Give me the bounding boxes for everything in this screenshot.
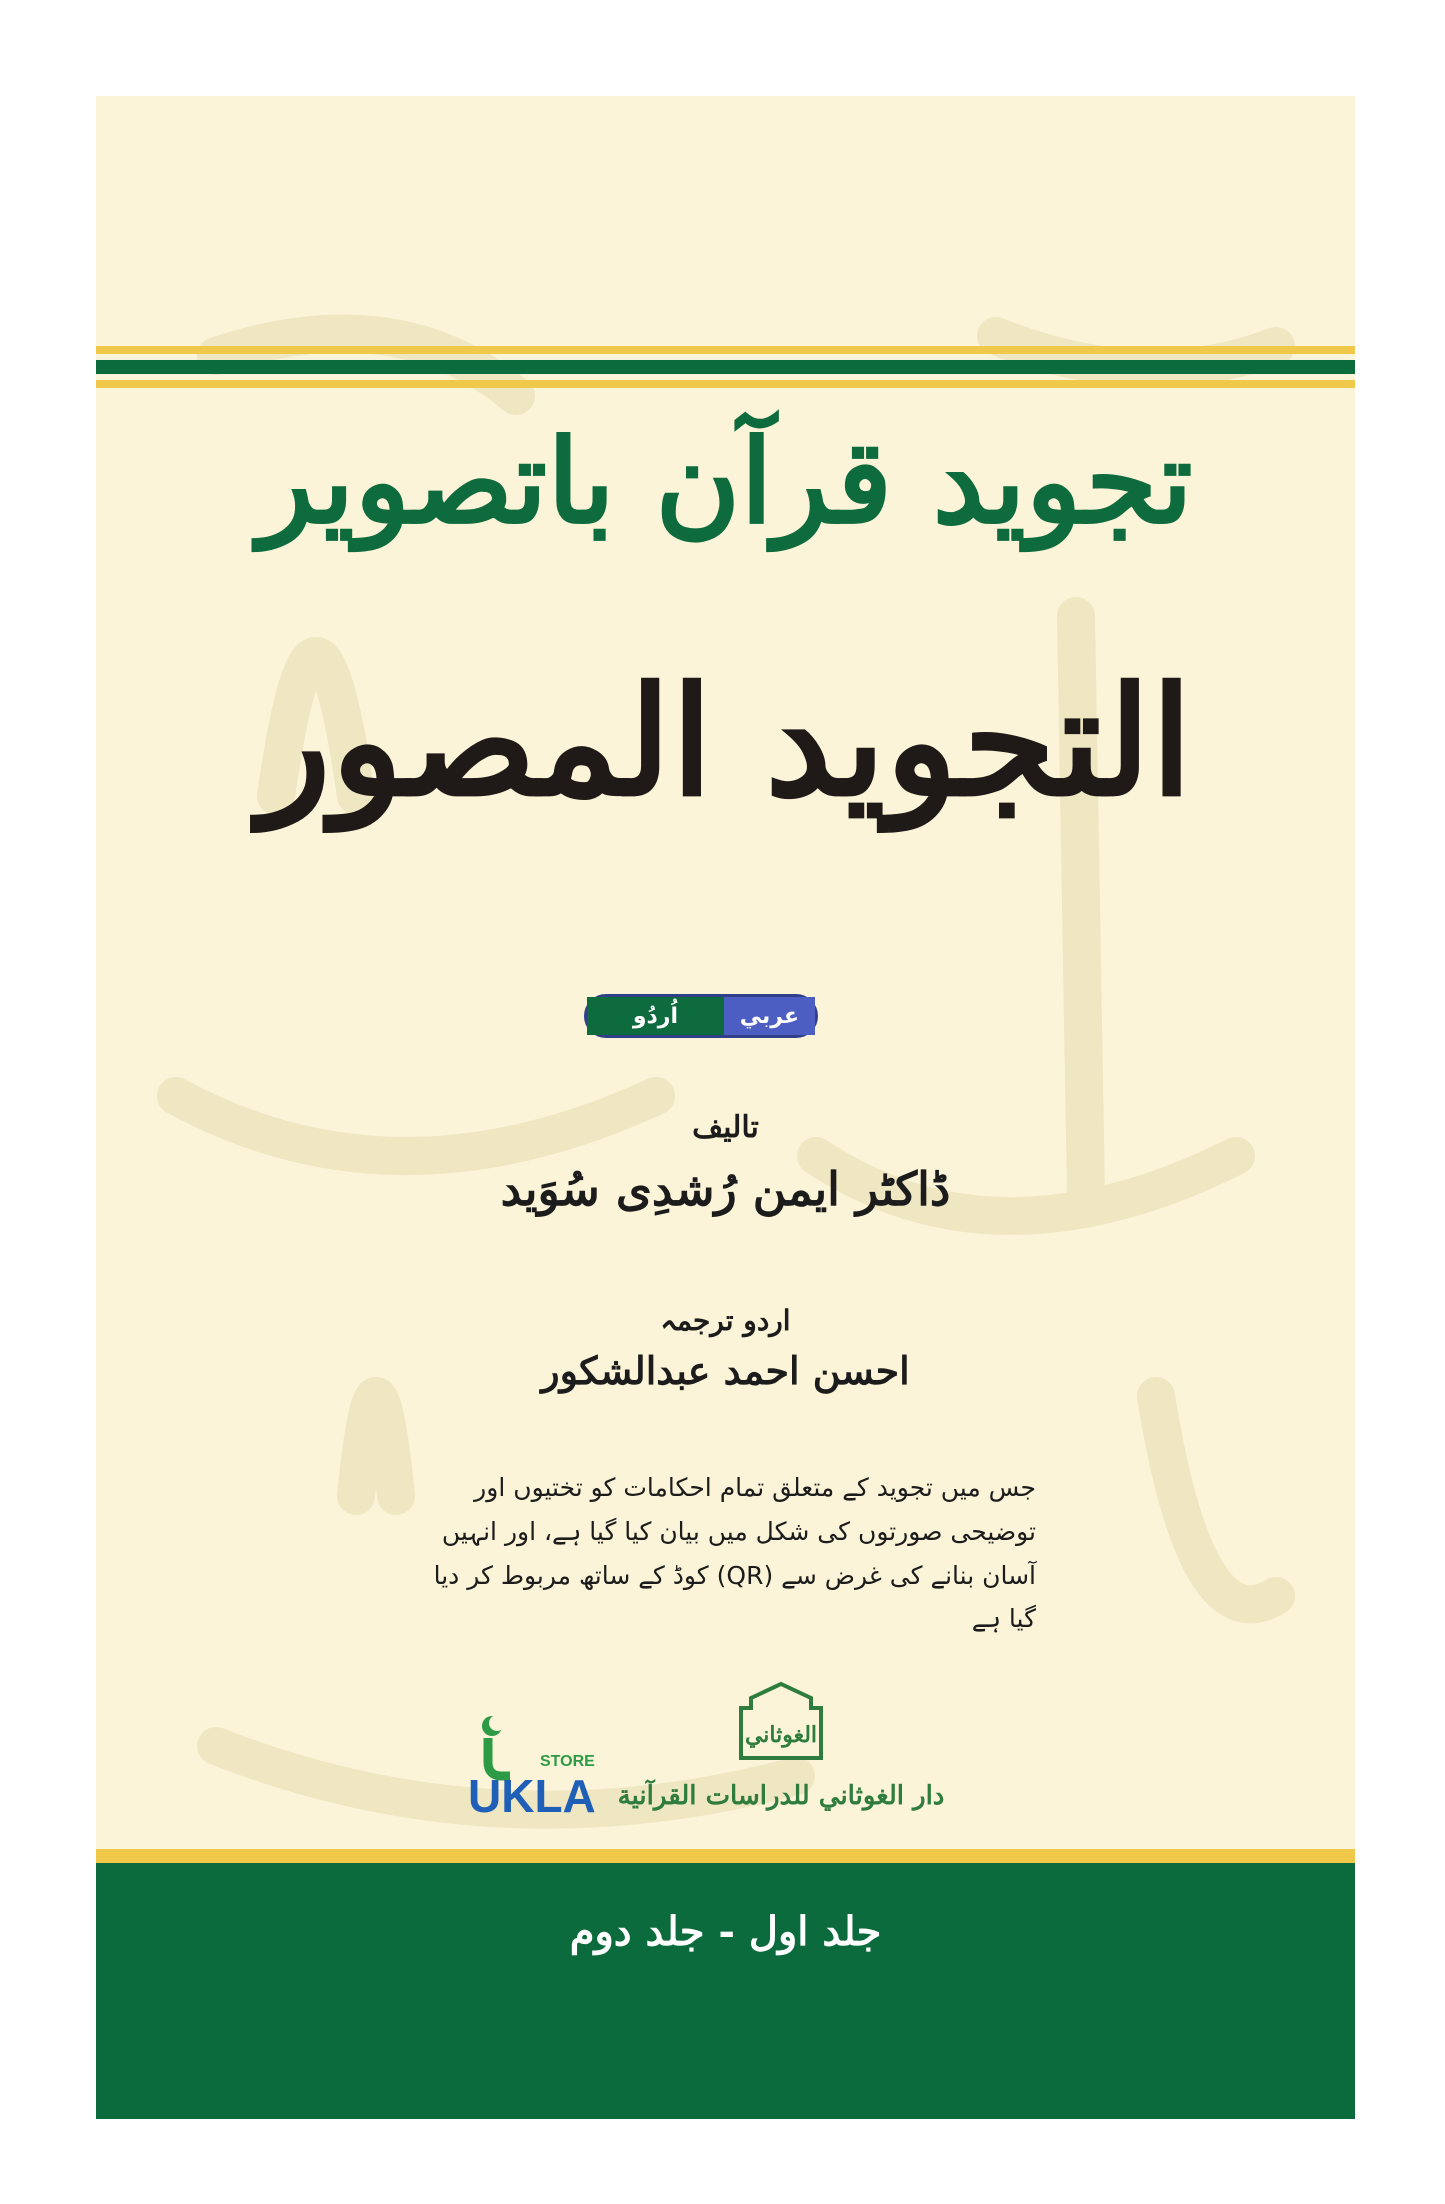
- bottom-stripe-gold: [96, 1849, 1355, 1863]
- author-name: ڈاکٹر ایمن رُشدِی سُوَید: [500, 1162, 951, 1216]
- translator-name: احسن احمد عبدالشکور: [541, 1348, 910, 1393]
- volume-info: جلد اول - جلد دوم: [569, 1908, 882, 1955]
- language-urdu: اُردُو: [587, 997, 724, 1035]
- publisher-top-text: الغوثاني: [744, 1722, 818, 1748]
- ukla-store-logo: [466, 1704, 596, 1824]
- publisher-name: دار الغوثاني للدراسات القرآنية: [617, 1781, 945, 1811]
- translation-label: اردو ترجمہ: [660, 1304, 791, 1337]
- author-label: تالیف: [692, 1110, 759, 1145]
- top-stripe-gold-2: [96, 380, 1355, 388]
- top-stripe-green: [96, 360, 1355, 374]
- store-big-text: UKLA: [468, 1770, 596, 1822]
- book-cover: [96, 96, 1355, 2119]
- language-badge: [584, 994, 818, 1038]
- store-small-text: STORE: [540, 1753, 595, 1770]
- title-urdu: تجوید قرآن باتصویر: [258, 414, 1193, 550]
- description: جس میں تجوید کے متعلق تمام احکامات کو تختیوں اور توضیحی صورتوں کی شکل میں بیان کیا گیا ہے، اور انہیں آسان بنانے کی غرض سے (QR) کوڈ کے ساتھ مربوط کر دیا گیا ہے: [433, 1473, 1036, 1634]
- title-arabic: التجويد المصور: [258, 654, 1193, 830]
- language-arabic: عربي: [724, 997, 815, 1035]
- top-stripe-gold: [96, 346, 1355, 354]
- publisher-logo: [617, 1678, 945, 1828]
- bottom-band-green: [96, 1863, 1355, 2119]
